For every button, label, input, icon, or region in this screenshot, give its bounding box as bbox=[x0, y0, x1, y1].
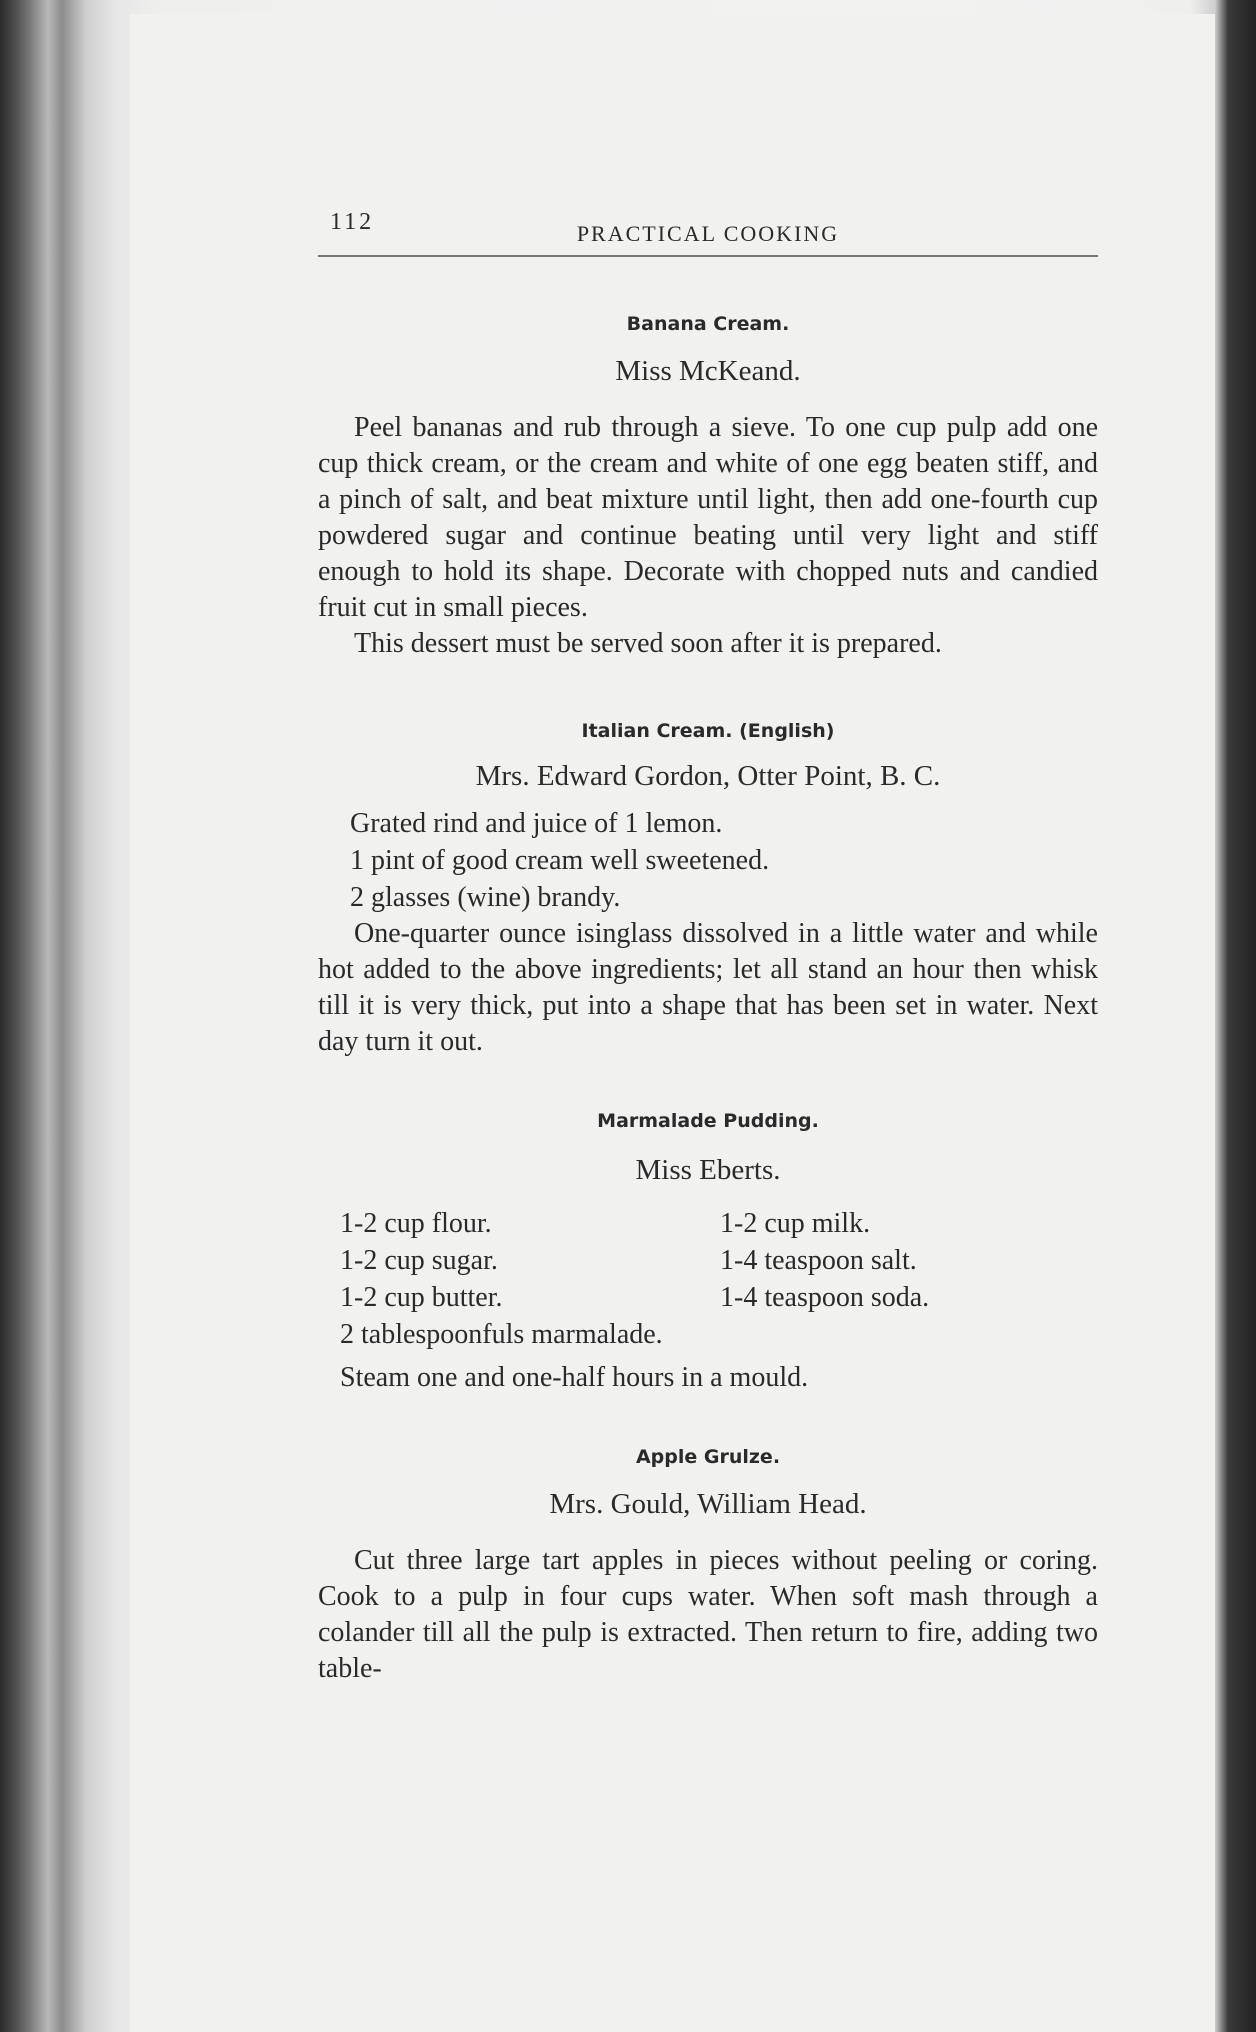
ingredient-columns bbox=[318, 1205, 1098, 1316]
recipe-paragraph: Cut three large tart apples in pieces without peeling or coring. Cook to a pulp in four cups water. When soft mash through a colander till all the pulp is extracted. Then return to fire, adding two table- bbox=[318, 1545, 1098, 1684]
ingredient-line: 1-2 cup butter. bbox=[340, 1282, 503, 1313]
recipe-banana-cream bbox=[318, 313, 1098, 662]
page-content bbox=[318, 205, 1098, 1687]
ingredient-line: 2 tablespoonfuls marmalade. bbox=[340, 1319, 663, 1350]
ingredient-line: Grated rind and juice of 1 lemon. bbox=[350, 808, 723, 839]
recipe-title: Apple Grulze. bbox=[635, 1446, 781, 1468]
recipe-marmalade-pudding bbox=[318, 1110, 1098, 1396]
ingredient-line: 1-2 cup flour. bbox=[340, 1208, 492, 1239]
ingredient-line: 1-4 teaspoon soda. bbox=[720, 1282, 930, 1313]
ingredient-line: 1-2 cup sugar. bbox=[340, 1245, 498, 1276]
page-header bbox=[318, 205, 1098, 257]
ingredient-column-left bbox=[318, 1205, 720, 1316]
recipe-author: Mrs. Edward Gordon, Otter Point, B. C. bbox=[475, 760, 941, 792]
ingredient-line: 1-4 teaspoon salt. bbox=[720, 1245, 917, 1276]
page-number: 112 bbox=[330, 209, 375, 235]
recipe-title: Banana Cream. bbox=[626, 313, 790, 335]
recipe-author: Miss Eberts. bbox=[635, 1154, 781, 1186]
recipe-paragraph: This dessert must be served soon after it is prepared. bbox=[354, 628, 942, 659]
recipe-author: Mrs. Gould, William Head. bbox=[549, 1488, 867, 1520]
recipe-title: Italian Cream. (English) bbox=[581, 720, 835, 742]
ingredient-line: 1-2 cup milk. bbox=[720, 1208, 871, 1239]
recipe-title: Marmalade Pudding. bbox=[597, 1110, 819, 1132]
ingredient-line: 1 pint of good cream well sweetened. bbox=[350, 845, 770, 876]
ingredient-column-right bbox=[720, 1205, 929, 1316]
recipe-apple-grulze bbox=[318, 1446, 1098, 1687]
recipe-author: Miss McKeand. bbox=[615, 355, 801, 387]
recipe-paragraph: Peel bananas and rub through a sieve. To one cup pulp add one cup thick cream, or the cream and white of one egg beaten stiff, and a pinch of salt, and beat mixture until light, then add one-fourth cup powdered sugar and continue beating until very light and stiff enough to hold its shape. Decorate with chopped nuts and candied fruit cut in small pieces. bbox=[318, 412, 1098, 623]
recipe-italian-cream bbox=[318, 720, 1098, 1060]
recipe-paragraph: Steam one and one-half hours in a mould. bbox=[340, 1362, 809, 1393]
running-head: PRACTICAL COOKING bbox=[576, 221, 840, 246]
recipe-paragraph: One-quarter ounce isinglass dissolved in a little water and while hot added to the above ingredients; let all stand an hour then whisk till it is very thick, put into a shape that has been set in water. Next day turn it out. bbox=[318, 918, 1098, 1057]
ingredient-line: 2 glasses (wine) brandy. bbox=[350, 882, 621, 913]
